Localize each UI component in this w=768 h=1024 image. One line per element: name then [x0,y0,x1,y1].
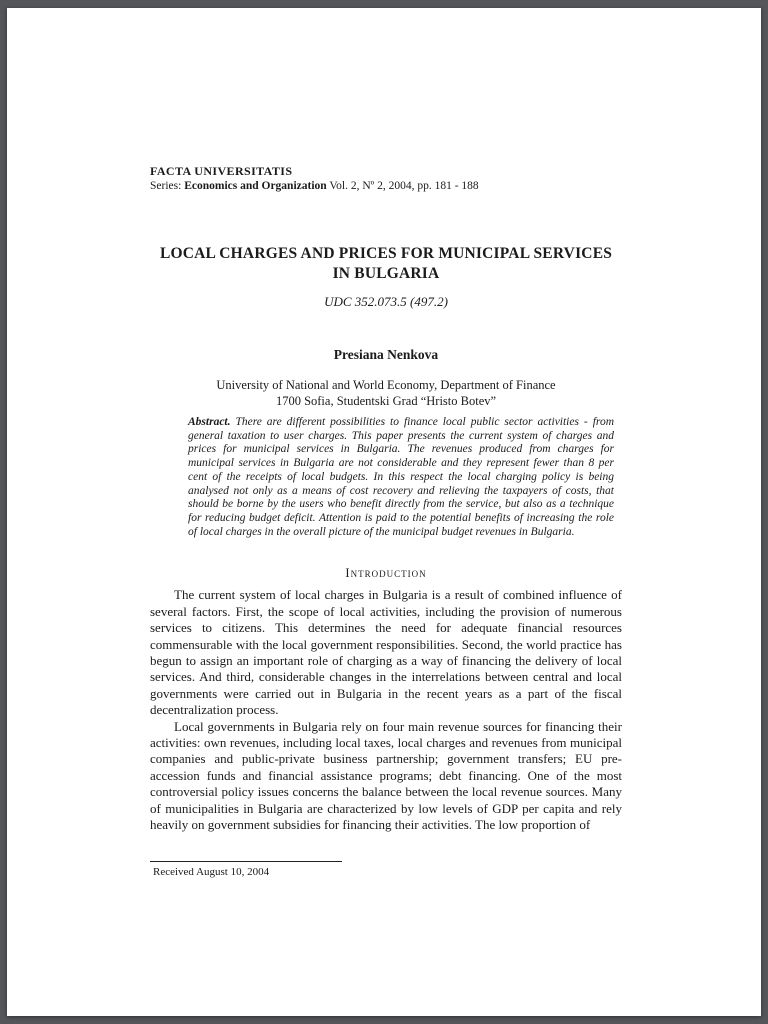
author-name: Presiana Nenkova [333,347,439,362]
abstract-text: There are different possibilities to finance local public sector activities - from general taxation to user charges. This paper presents the current system of charges and prices for municipal services in Bulgaria. The revenues produced from charges for municipal services in Bulgaria are not considerable and they represent fewer than 8 per cent of the receipts of local budgets. In this respect the local charging policy is being analysed not only as a means of cost recovery and relieving the taxpayers of costs, that should be borne by the users who benefit directly from the service, but also as a technique for reducing budget deficit. Attention is paid to the potential benefits of increasing the role of local charges in the overall picture of the municipal budget revenues in Bulgaria. [188,416,614,538]
body-paragraph-2: Local governments in Bulgaria rely on four main revenue sources for financing their activities: own revenues, including local taxes, local charges and revenues from municipal companies and public-private business partnership; government transfers; EU pre-accession funds and financial assistance programs; debt financing. One of the most controversial policy issues concerns the balance between the local revenue sources. Many of municipalities in Bulgaria are characterized by low levels of GDP per capita and rely heavily on government subsidies for financing their activities. The low proportion of [150,718,622,833]
affiliation-line-2: 1700 Sofia, Studentski Grad “Hristo Botev” [275,393,497,408]
abstract-label: Abstract. [188,416,231,428]
footnote-text: Received August 10, 2004 [153,866,270,879]
footnote-block [150,861,622,879]
abstract-paragraph [188,416,614,539]
document-page [7,8,761,1016]
series-name: Economics and Organization [184,180,327,192]
journal-series-line [150,179,622,194]
series-prefix: Series: [150,180,185,192]
udc-code: UDC 352.073.5 (497.2) [324,294,448,309]
affiliation-block [150,378,622,409]
paper-title [150,244,622,284]
footnote-rule [150,861,342,862]
paper-title-line-2: IN BULGARIA [332,265,440,282]
journal-header [150,164,622,194]
journal-name: FACTA UNIVERSITATIS [150,164,293,178]
body-paragraph-1: The current system of local charges in Bulgaria is a result of combined influence of several factors. First, the scope of local activities, including the provision of numerous services to citizens. This determines the need for adequate financial resources commensurable with the local government responsibilities. Second, the world practice has begun to assign an important role of charging as a way of financing the delivery of local services. And third, considerable changes in the interrelations between central and local governments were carried out in Bulgaria in the recent years as a part of the fiscal decentralization process. [150,587,622,718]
series-volume-info: Vol. 2, Nº 2, 2004, pp. 181 - 188 [326,180,479,192]
paper-title-line-1: LOCAL CHARGES AND PRICES FOR MUNICIPAL SERVICES [159,245,613,262]
affiliation-line-1: University of National and World Economy, Department of Finance [216,378,556,392]
section-heading-introduction: Introduction [345,566,427,581]
